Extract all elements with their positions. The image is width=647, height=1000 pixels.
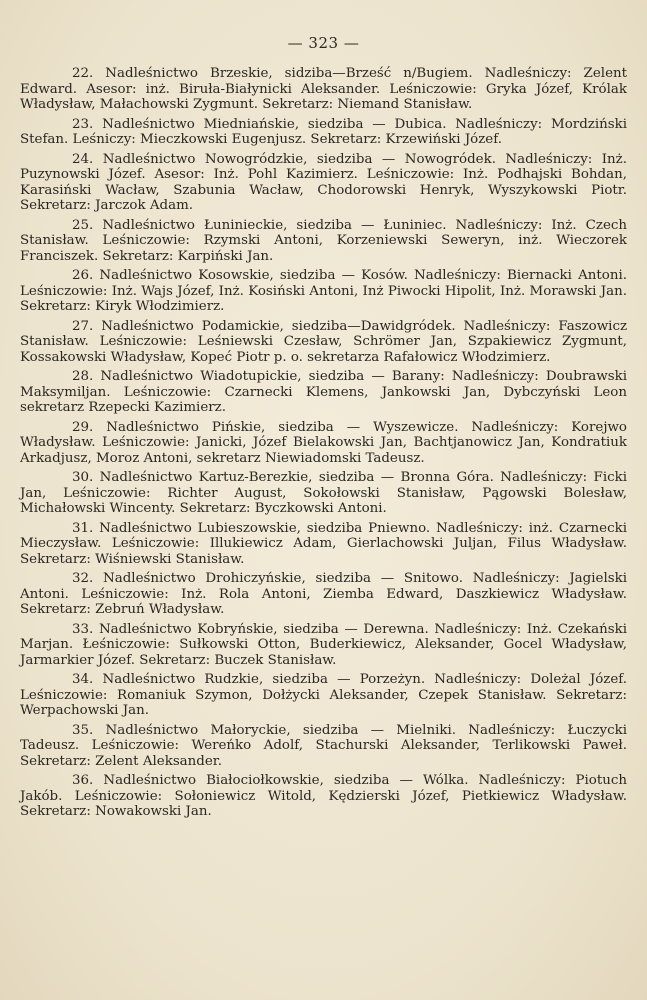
entry-text: 35. Nadleśnictwo Małoryckie, siedziba — Mielniki. Nadleśniczy: Łuczycki Tadeusz. Leśniczowie: Wereńko Adolf, Stachurski Aleksander, Terlikowski Paweł. Sekretarz: Zelent Aleksander. xyxy=(20,722,627,769)
entry-34 xyxy=(20,672,627,719)
entry-text: 23. Nadleśnictwo Miedniańskie, siedziba — Dubica. Nadleśniczy: Mordziński Stefan. Leśniczy: Mieczkowski Eugenjusz. Sekretarz: Krzewiński Józef. xyxy=(20,116,627,147)
entry-text: 31. Nadleśnictwo Lubieszowskie, siedziba Pniewno. Nadleśniczy: inż. Czarnecki Mieczysław. Leśniczowie: Illukiewicz Adam, Gierlachowski Juljan, Filus Władysław. Sekretarz: Wiśniewski Stanisław. xyxy=(20,520,627,567)
entry-27 xyxy=(20,319,627,366)
entry-text: 24. Nadleśnictwo Nowogródzkie, siedziba — Nowogródek. Nadleśniczy: Inż. Puzynowski Józef. Asesor: Inż. Pohl Kazimierz. Leśniczowie: Inż. Podhajski Bohdan, Karasiński Wacław, Szabunia Wacław, Chodorowski Henryk, Wyszykowski Piotr. Sekretarz: Jarczok Adam. xyxy=(20,151,627,213)
entry-text: 22. Nadleśnictwo Brzeskie, sidziba—Brześć n/Bugiem. Nadleśniczy: Zelent Edward. Asesor: inż. Biruła-Białynicki Aleksander. Leśniczowie: Gryka Józef, Królak Władysław, Małachowski Zygmunt. Sekretarz: Niemand Stanisław. xyxy=(20,66,627,112)
entry-32 xyxy=(20,571,627,618)
entry-text: 30. Nadleśnictwo Kartuz-Berezkie, siedziba — Bronna Góra. Nadleśniczy: Ficki Jan, Leśniczowie: Richter August, Sokołowski Stanisław, Pągowski Bolesław, Michałowski Wincenty. Sekretarz: Byczkowski Antoni. xyxy=(20,470,627,516)
entry-25 xyxy=(20,218,627,265)
page-body xyxy=(20,66,627,824)
entry-29 xyxy=(20,420,627,467)
entry-text: 27. Nadleśnictwo Podamickie, siedziba—Dawidgródek. Nadleśniczy: Faszowicz Stanisław. Leśniczowie: Leśniewski Czesław, Schrömer Jan, Szpakiewicz Zygmunt, Kossakowski Władysław, Kopeć Piotr p. o. sekretarza Rafałowicz Włodzimierz. xyxy=(20,318,627,365)
entry-26 xyxy=(20,268,627,315)
entry-22 xyxy=(20,66,627,113)
entry-30 xyxy=(20,470,627,517)
entry-text: 34. Nadleśnictwo Rudzkie, siedziba — Porzeżyn. Nadleśniczy: Doleżal Józef. Leśniczowie: Romaniuk Szymon, Dołżycki Aleksander, Czepek Stanisław. Sekretarz: Werpachowski Jan. xyxy=(20,672,627,718)
entry-24 xyxy=(20,152,627,214)
entry-31 xyxy=(20,521,627,568)
entry-33 xyxy=(20,622,627,669)
entry-text: 33. Nadleśnictwo Kobryńskie, siedziba — Derewna. Nadleśniczy: Inż. Czekański Marjan. Łeśniczowie: Sułkowski Otton, Buderkiewicz, Aleksander, Gocel Władysław, Jarmarkier Józef. Sekretarz: Buczek Stanisław. xyxy=(20,621,627,668)
entry-text: 25. Nadleśnictwo Łuninieckie, siedziba — Łuniniec. Nadleśniczy: Inż. Czech Stanisław. Leśniczowie: Rzymski Antoni, Korzeniewski Seweryn, inż. Wieczorek Franciszek. Sekretarz: Karpiński Jan. xyxy=(20,217,627,264)
entry-text: 36. Nadleśnictwo Białociołkowskie, siedziba — Wólka. Nadleśniczy: Piotuch Jakób. Leśniczowie: Sołoniewicz Witold, Kędzierski Józef, Pietkiewicz Władysław. Sekretarz: Nowakowski Jan. xyxy=(20,773,627,819)
page-number: — 323 — xyxy=(287,34,360,52)
entry-text: 29. Nadleśnictwo Pińskie, siedziba — Wyszewicze. Nadleśniczy: Korejwo Władysław. Leśniczowie: Janicki, Józef Bielakowski Jan, Bachtjanowicz Jan, Kondratiuk Arkadjusz, Moroz Antoni, sekretarz Niewiadomski Tadeusz. xyxy=(20,419,627,466)
entry-35 xyxy=(20,723,627,770)
entry-text: 32. Nadleśnictwo Drohiczyńskie, siedziba — Snitowo. Nadleśniczy: Jagielski Antoni. Leśniczowie: Inż. Rola Antoni, Ziemba Edward, Daszkiewicz Władysław. Sekretarz: Zebruń Władysław. xyxy=(20,571,627,617)
entry-36 xyxy=(20,773,627,820)
entry-text: 26. Nadleśnictwo Kosowskie, siedziba — Kosów. Nadleśniczy: Biernacki Antoni. Leśniczowie: Inż. Wajs Józef, Inż. Kosiński Antoni, Inż Piwocki Hipolit, Inż. Morawski Jan. Sekretarz: Kiryk Włodzimierz. xyxy=(20,268,627,314)
entry-23 xyxy=(20,117,627,148)
entry-28 xyxy=(20,369,627,416)
entry-text: 28. Nadleśnictwo Wiadotupickie, siedziba — Barany: Nadleśniczy: Doubrawski Maksymiljan. Leśniczowie: Czarnecki Klemens, Jankowski Jan, Dybczyński Leon sekretarz Rzepecki Kazimierz. xyxy=(20,369,627,415)
